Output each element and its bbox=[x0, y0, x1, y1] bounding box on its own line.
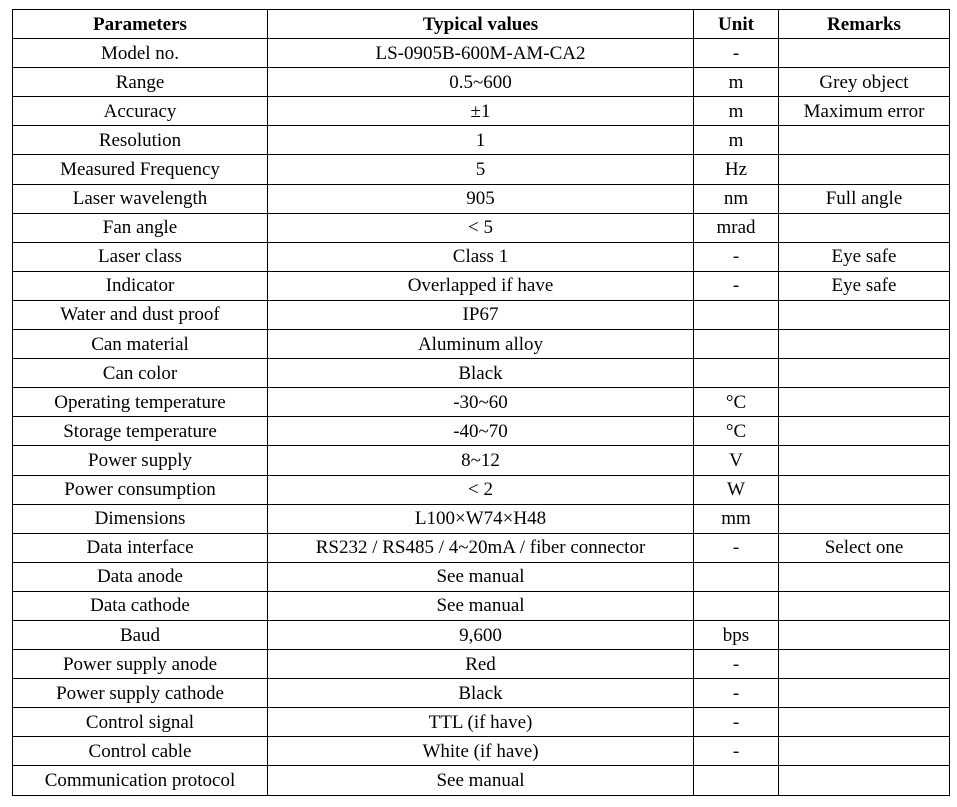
cell-remark bbox=[779, 708, 950, 737]
cell-unit: Hz bbox=[694, 155, 779, 184]
table-header bbox=[13, 10, 950, 39]
cell-unit: - bbox=[694, 708, 779, 737]
cell-unit: °C bbox=[694, 388, 779, 417]
cell-remark bbox=[779, 388, 950, 417]
cell-parameter: Control cable bbox=[13, 737, 268, 766]
table-row bbox=[13, 68, 950, 97]
cell-parameter: Can color bbox=[13, 359, 268, 388]
cell-unit: mrad bbox=[694, 213, 779, 242]
cell-unit bbox=[694, 562, 779, 591]
cell-unit: V bbox=[694, 446, 779, 475]
cell-unit: bps bbox=[694, 620, 779, 649]
cell-parameter: Power consumption bbox=[13, 475, 268, 504]
cell-value: TTL (if have) bbox=[268, 708, 694, 737]
cell-parameter: Laser class bbox=[13, 242, 268, 271]
cell-value: 1 bbox=[268, 126, 694, 155]
table-row bbox=[13, 504, 950, 533]
cell-value: L100×W74×H48 bbox=[268, 504, 694, 533]
cell-value: 0.5~600 bbox=[268, 68, 694, 97]
cell-remark bbox=[779, 446, 950, 475]
cell-parameter: Indicator bbox=[13, 271, 268, 300]
cell-parameter: Data anode bbox=[13, 562, 268, 591]
cell-value: ±1 bbox=[268, 97, 694, 126]
table-row bbox=[13, 562, 950, 591]
cell-unit bbox=[694, 359, 779, 388]
table-row bbox=[13, 737, 950, 766]
cell-value: Class 1 bbox=[268, 242, 694, 271]
cell-unit: °C bbox=[694, 417, 779, 446]
header-typical-values: Typical values bbox=[268, 10, 694, 39]
cell-parameter: Data interface bbox=[13, 533, 268, 562]
header-parameters: Parameters bbox=[13, 10, 268, 39]
cell-remark bbox=[779, 504, 950, 533]
cell-remark: Eye safe bbox=[779, 271, 950, 300]
table-row bbox=[13, 39, 950, 68]
cell-parameter: Can material bbox=[13, 330, 268, 359]
cell-remark bbox=[779, 330, 950, 359]
cell-unit bbox=[694, 766, 779, 795]
cell-value: < 2 bbox=[268, 475, 694, 504]
cell-parameter: Communication protocol bbox=[13, 766, 268, 795]
table-row bbox=[13, 591, 950, 620]
table-row bbox=[13, 475, 950, 504]
cell-remark bbox=[779, 475, 950, 504]
cell-unit: - bbox=[694, 39, 779, 68]
cell-value: -30~60 bbox=[268, 388, 694, 417]
cell-value: Black bbox=[268, 359, 694, 388]
cell-unit: m bbox=[694, 68, 779, 97]
table-body bbox=[13, 39, 950, 795]
cell-remark bbox=[779, 650, 950, 679]
cell-parameter: Range bbox=[13, 68, 268, 97]
cell-unit: mm bbox=[694, 504, 779, 533]
cell-remark bbox=[779, 562, 950, 591]
cell-value: Red bbox=[268, 650, 694, 679]
cell-parameter: Operating temperature bbox=[13, 388, 268, 417]
table-row bbox=[13, 533, 950, 562]
table-row bbox=[13, 155, 950, 184]
cell-remark bbox=[779, 359, 950, 388]
cell-parameter: Laser wavelength bbox=[13, 184, 268, 213]
table-row bbox=[13, 213, 950, 242]
cell-parameter: Power supply cathode bbox=[13, 679, 268, 708]
cell-value: Aluminum alloy bbox=[268, 330, 694, 359]
cell-parameter: Data cathode bbox=[13, 591, 268, 620]
cell-parameter: Dimensions bbox=[13, 504, 268, 533]
cell-unit: W bbox=[694, 475, 779, 504]
spec-table bbox=[12, 9, 950, 796]
cell-value: 5 bbox=[268, 155, 694, 184]
cell-parameter: Storage temperature bbox=[13, 417, 268, 446]
table-row bbox=[13, 650, 950, 679]
table-row bbox=[13, 126, 950, 155]
cell-remark bbox=[779, 679, 950, 708]
cell-remark: Grey object bbox=[779, 68, 950, 97]
cell-value: Black bbox=[268, 679, 694, 708]
cell-unit bbox=[694, 300, 779, 329]
cell-parameter: Accuracy bbox=[13, 97, 268, 126]
cell-remark: Maximum error bbox=[779, 97, 950, 126]
cell-unit: - bbox=[694, 271, 779, 300]
cell-parameter: Measured Frequency bbox=[13, 155, 268, 184]
cell-unit: - bbox=[694, 533, 779, 562]
header-row bbox=[13, 10, 950, 39]
table-row bbox=[13, 300, 950, 329]
table-row bbox=[13, 184, 950, 213]
cell-remark bbox=[779, 417, 950, 446]
table-row bbox=[13, 330, 950, 359]
cell-value: 905 bbox=[268, 184, 694, 213]
cell-remark bbox=[779, 213, 950, 242]
table-row bbox=[13, 708, 950, 737]
cell-value: -40~70 bbox=[268, 417, 694, 446]
cell-unit: - bbox=[694, 650, 779, 679]
cell-value: See manual bbox=[268, 562, 694, 591]
table-row bbox=[13, 242, 950, 271]
cell-remark bbox=[779, 126, 950, 155]
header-remarks: Remarks bbox=[779, 10, 950, 39]
cell-unit: nm bbox=[694, 184, 779, 213]
cell-value: 8~12 bbox=[268, 446, 694, 475]
cell-remark bbox=[779, 620, 950, 649]
header-unit: Unit bbox=[694, 10, 779, 39]
table-row bbox=[13, 359, 950, 388]
cell-remark: Eye safe bbox=[779, 242, 950, 271]
cell-value: < 5 bbox=[268, 213, 694, 242]
cell-remark bbox=[779, 300, 950, 329]
table-row bbox=[13, 766, 950, 795]
cell-parameter: Resolution bbox=[13, 126, 268, 155]
cell-parameter: Fan angle bbox=[13, 213, 268, 242]
table-row bbox=[13, 271, 950, 300]
cell-remark bbox=[779, 155, 950, 184]
cell-value: IP67 bbox=[268, 300, 694, 329]
cell-unit: - bbox=[694, 679, 779, 708]
cell-parameter: Power supply bbox=[13, 446, 268, 475]
cell-remark: Full angle bbox=[779, 184, 950, 213]
cell-remark bbox=[779, 737, 950, 766]
cell-value: RS232 / RS485 / 4~20mA / fiber connector bbox=[268, 533, 694, 562]
table-row bbox=[13, 620, 950, 649]
cell-unit: - bbox=[694, 737, 779, 766]
cell-parameter: Model no. bbox=[13, 39, 268, 68]
cell-value: Overlapped if have bbox=[268, 271, 694, 300]
cell-remark bbox=[779, 766, 950, 795]
cell-unit bbox=[694, 330, 779, 359]
table-row bbox=[13, 417, 950, 446]
cell-remark bbox=[779, 591, 950, 620]
cell-parameter: Power supply anode bbox=[13, 650, 268, 679]
cell-unit: m bbox=[694, 97, 779, 126]
cell-parameter: Control signal bbox=[13, 708, 268, 737]
cell-value: 9,600 bbox=[268, 620, 694, 649]
cell-parameter: Water and dust proof bbox=[13, 300, 268, 329]
table-row bbox=[13, 679, 950, 708]
cell-unit bbox=[694, 591, 779, 620]
cell-unit: m bbox=[694, 126, 779, 155]
cell-unit: - bbox=[694, 242, 779, 271]
table-row bbox=[13, 97, 950, 126]
cell-parameter: Baud bbox=[13, 620, 268, 649]
cell-value: LS-0905B-600M-AM-CA2 bbox=[268, 39, 694, 68]
table-row bbox=[13, 446, 950, 475]
cell-remark bbox=[779, 39, 950, 68]
cell-value: White (if have) bbox=[268, 737, 694, 766]
cell-value: See manual bbox=[268, 591, 694, 620]
cell-remark: Select one bbox=[779, 533, 950, 562]
table-row bbox=[13, 388, 950, 417]
cell-value: See manual bbox=[268, 766, 694, 795]
